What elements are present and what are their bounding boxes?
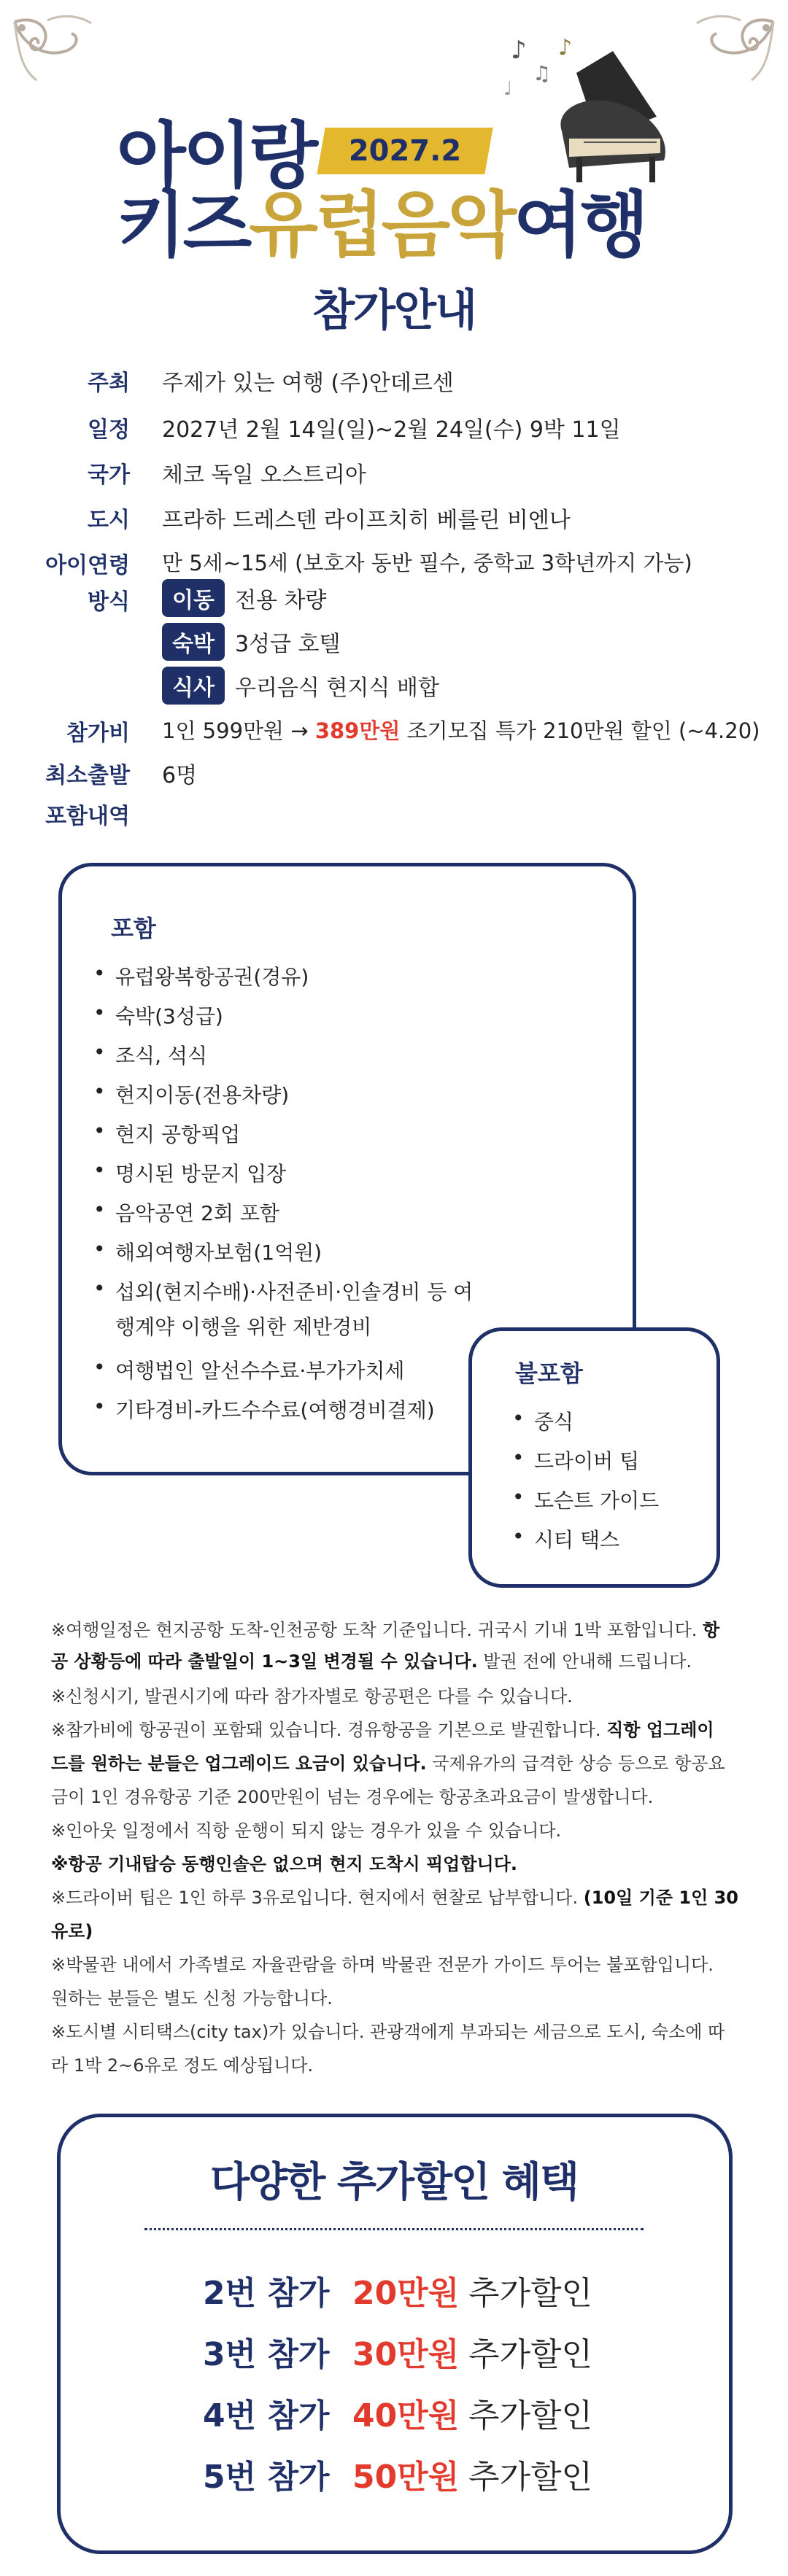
note-1-line2: [51, 1647, 744, 1672]
list-item: • 음악공연 2회 포함: [115, 1198, 279, 1227]
list-item: • 해외여행자보험(1억원): [115, 1237, 322, 1266]
method-meal: [162, 667, 439, 705]
note-3-line3: 금이 1인 경유항공 기준 200만원이 넘는 경우에는 항공초과요금이 발생합니다.: [51, 1787, 654, 1807]
method-stay: [162, 623, 341, 661]
note-bold: ※항공 기내탑승 동행인솔은 없으며 현지 도착시 픽업합니다.: [51, 1854, 517, 1874]
list-item: • 숙박(3성급): [115, 1001, 223, 1030]
list-item: • 현지이동(전용차량): [115, 1079, 289, 1109]
discount-suffix: 추가할인: [468, 2459, 593, 2496]
discount-count: 2번 참가: [203, 2275, 330, 2312]
note-bold: 공 상황등에 따라 출발일이 1~3일 변경될 수 있습니다.: [51, 1651, 478, 1672]
age-label: 아이연령: [45, 553, 130, 578]
method-move-value: 전용 차량: [234, 588, 327, 613]
note-bold: (10일 기준 1인 30: [583, 1888, 739, 1908]
discount-count: 5번 참가: [203, 2459, 330, 2496]
fee-after: 조기모집 특가 210만원 할인 (~4.20): [406, 718, 760, 743]
discount-title: 다양한 추가할인 혜택: [210, 2159, 578, 2206]
country-value: 체코 독일 오스트리아: [162, 462, 366, 488]
note-text: ※여행일정은 현지공항 도착-인천공항 도착 기준입니다. 귀국시 기내 1박 포함입니다.: [51, 1620, 703, 1640]
note-3-line2: [51, 1749, 744, 1774]
title-europe-music: 유럽음악: [249, 184, 514, 267]
note-8: ※도시별 시티택스(city tax)가 있습니다. 관광객에게 부과되는 세금으로 도시, 숙소에 따: [51, 2022, 725, 2042]
method-meal-value: 우리음식 현지식 배합: [234, 675, 439, 701]
note-6: [51, 1883, 744, 1909]
corner-ornament-right-icon: [686, 7, 781, 88]
fee-label: 참가비: [66, 721, 130, 746]
discount-suffix: 추가할인: [468, 2336, 593, 2373]
note-text: ※참가비에 항공권이 포함돼 있습니다. 경유항공을 기본으로 발권합니다.: [51, 1720, 607, 1740]
svg-text:♪: ♪: [511, 36, 527, 65]
note-7: ※박물관 내에서 가족별로 자율관람을 하며 박물관 전문가 가이드 투어는 불포함입니다.: [51, 1955, 714, 1975]
country-label: 국가: [88, 462, 130, 488]
fee-before: 1인 599만원 →: [162, 718, 309, 743]
list-item-continued: 행계약 이행을 위한 제반경비: [115, 1315, 372, 1339]
note-text: ※드라이버 팁은 1인 하루 3유로입니다. 현지에서 현찰로 납부합니다.: [51, 1888, 584, 1908]
discount-count: 4번 참가: [203, 2397, 330, 2435]
note-2: ※신청시기, 발권시기에 따라 참가자별로 항공편은 다를 수 있습니다.: [51, 1686, 573, 1707]
method-stay-value: 3성급 호텔: [234, 632, 341, 657]
note-bold: 항: [703, 1620, 720, 1640]
include-title: 포함: [111, 915, 156, 942]
list-item: • 중식: [534, 1406, 573, 1435]
schedule-label: 일정: [88, 417, 130, 443]
note-text: 국제유가의 급격한 상승 등으로 항공요: [426, 1753, 725, 1774]
method-tag-stay: 숙박: [162, 623, 225, 661]
includes-label: 포함내역: [45, 804, 130, 829]
svg-text:♫: ♫: [533, 61, 552, 85]
svg-text:♩: ♩: [503, 78, 513, 100]
list-item: • 여행법인 알선수수료·부가가치세: [115, 1355, 404, 1384]
min-value: 6명: [162, 763, 198, 788]
note-text: 발권 전에 안내해 드립니다.: [477, 1651, 692, 1672]
note-7-line2: 원하는 분들은 별도 신청 가능합니다.: [51, 1988, 333, 2009]
list-item: • 명시된 방문지 입장: [115, 1158, 286, 1187]
note-4: ※인아웃 일정에서 직항 운행이 되지 않는 경우가 있을 수 있습니다.: [51, 1820, 562, 1841]
note-5: [51, 1850, 744, 1875]
title-line1: 아이랑: [117, 115, 316, 198]
note-8-line2: 라 1박 2~6유로 정도 예상됩니다.: [51, 2055, 314, 2076]
list-item: • 유럽왕복항공권(경유): [115, 961, 309, 990]
note-6-line2: [51, 1917, 744, 1942]
method-tag-meal: 식사: [162, 667, 225, 705]
discount-suffix: 추가할인: [468, 2397, 593, 2435]
title-kids: 키즈: [117, 184, 250, 267]
method-label: 방식: [88, 589, 130, 615]
list-item: • 도슨트 가이드: [534, 1485, 659, 1514]
schedule-value: 2027년 2월 14일(일)~2월 24일(수) 9박 11일: [162, 417, 621, 443]
list-item: • 드라이버 팁: [534, 1446, 639, 1475]
exclude-title: 불포함: [515, 1359, 583, 1387]
method-tag-move: 이동: [162, 579, 225, 617]
note-bold: 드를 원하는 분들은 업그레이드 요금이 있습니다.: [51, 1753, 427, 1774]
age-value: 만 5세~15세 (보호자 동반 필수, 중학교 3학년까지 가능): [162, 551, 692, 575]
min-label: 최소출발: [45, 763, 130, 788]
host-value: 주제가 있는 여행 (주)안데르센: [162, 371, 454, 396]
grand-piano-icon: [489, 29, 679, 190]
corner-ornament-left-icon: [7, 7, 102, 88]
discount-amount: 50만원: [352, 2459, 460, 2496]
list-item: • 시티 택스: [534, 1524, 619, 1553]
list-item: • 현지 공항픽업: [115, 1119, 240, 1148]
note-1: [51, 1615, 744, 1641]
discount-divider: [144, 2228, 644, 2230]
list-item: • 기타경비-카드수수료(여행경비결제): [115, 1394, 435, 1424]
city-label: 도시: [88, 508, 130, 533]
page-subtitle: 참가안내: [312, 285, 476, 336]
note-bold: 유로): [51, 1921, 93, 1941]
title-travel: 여행: [514, 184, 646, 267]
fee-value: [162, 715, 760, 745]
method-move: [162, 579, 326, 617]
discount-amount: 30만원: [352, 2336, 460, 2373]
discount-amount: 20만원: [352, 2275, 460, 2312]
discount-amount: 40만원: [352, 2397, 460, 2435]
city-value: 프라하 드레스덴 라이프치히 베를린 비엔나: [162, 508, 571, 533]
discount-suffix: 추가할인: [468, 2275, 593, 2312]
title-line2: [117, 184, 646, 267]
svg-text:♪: ♪: [558, 35, 573, 61]
list-item: • 섭외(현지수배)·사전준비·인솔경비 등 여: [115, 1276, 473, 1306]
discount-count: 3번 참가: [203, 2336, 330, 2373]
year-badge: 2027.2: [348, 134, 462, 168]
note-3: [51, 1715, 744, 1741]
note-bold: 직항 업그레이: [606, 1720, 714, 1740]
fee-price: 389만원: [314, 718, 401, 743]
host-label: 주최: [88, 371, 130, 396]
list-item: • 조식, 석식: [115, 1040, 207, 1069]
